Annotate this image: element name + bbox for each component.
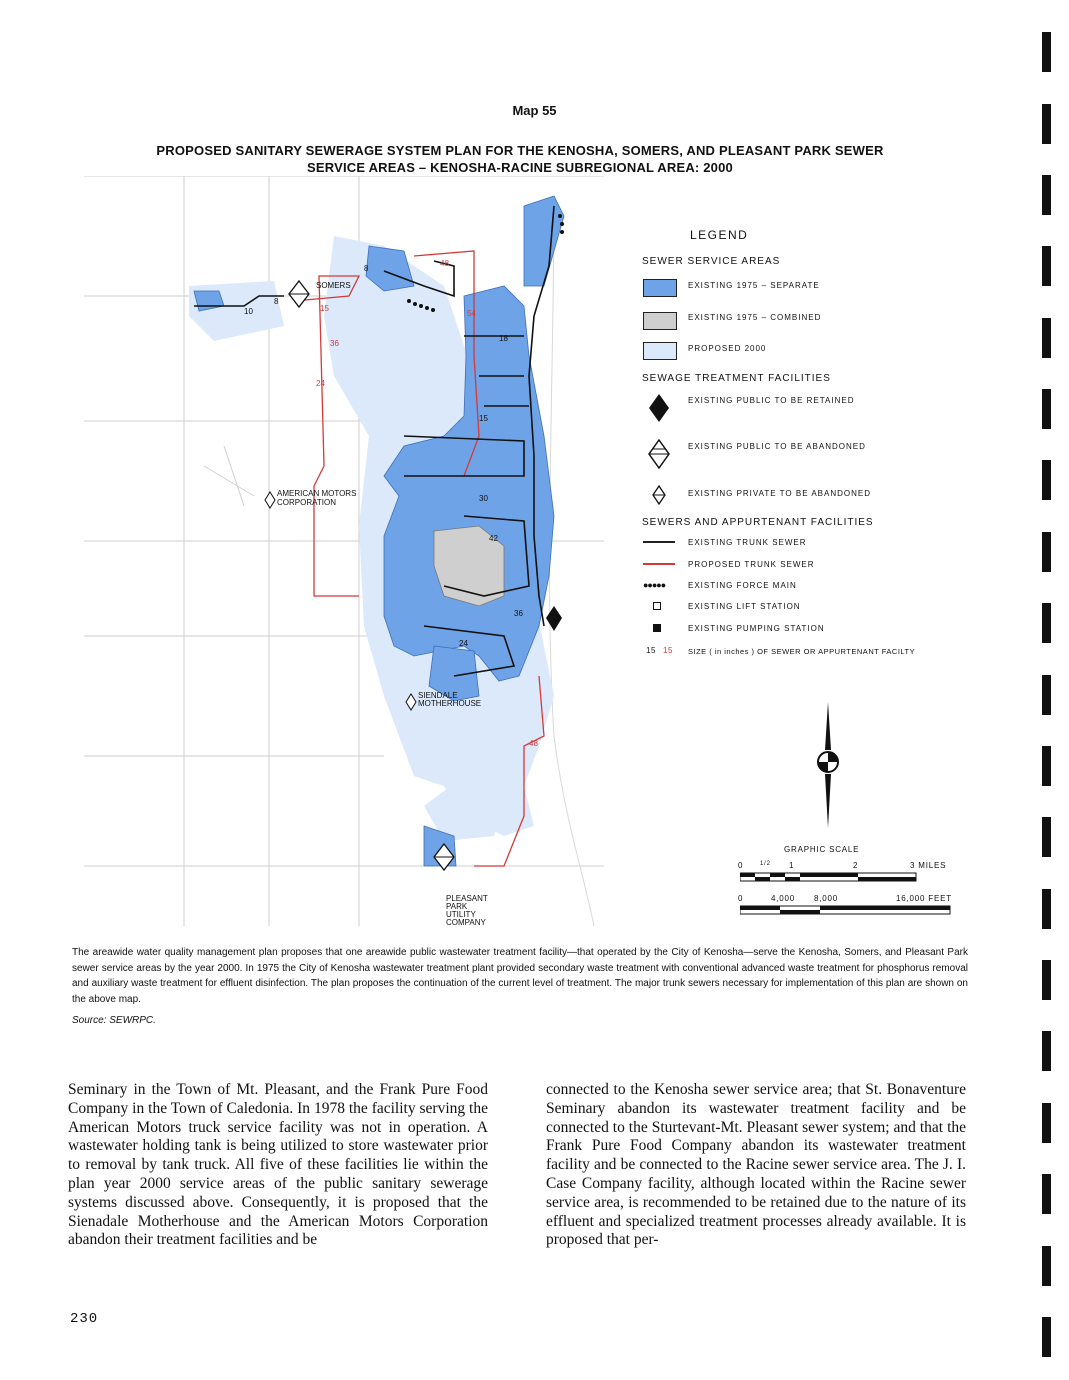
pleasant-park-label-4: COMPANY — [446, 918, 486, 926]
map-title-line2: SERVICE AREAS – KENOSHA-RACINE SUBREGIONAL AREA: 2000 — [307, 160, 733, 175]
scale-feet-0: 0 — [738, 894, 744, 903]
binder-mark — [1042, 1031, 1051, 1071]
binder-mark — [1042, 389, 1051, 429]
north-arrow-icon — [813, 702, 843, 830]
svg-text:48: 48 — [529, 739, 538, 748]
binder-mark — [1042, 1174, 1051, 1214]
abandon-private-diamond-icon — [651, 485, 667, 505]
binder-mark — [1042, 675, 1051, 715]
graphic-scale — [738, 845, 968, 920]
legend-section-treatment: SEWAGE TREATMENT FACILITIES — [642, 373, 831, 384]
map-source: Source: SEWRPC. — [72, 1015, 156, 1026]
scale-feet-4000: 4,000 — [771, 894, 796, 903]
somers-label: SOMERS — [316, 281, 351, 290]
legend-sewer-lift-station: EXISTING LIFT STATION — [688, 602, 801, 611]
sienadale-label: SIENDALE — [418, 691, 458, 700]
binder-mark — [1042, 603, 1051, 643]
swatch-proposed — [643, 342, 677, 360]
svg-text:42: 42 — [489, 534, 498, 543]
map-caption: The areawide water quality management plan proposes that one areawide public wastewater treatment facility—that operated by the City of Kenosha—serve the Kenosha, Somers, and Pleasant Park sewer service areas by the year 2000. In 1975 the City of Kenosha wastewater treatment plant provided secondary waste treatment with conventional advanced waste treatment for phosphorus removal and auxiliary waste treatment for effluent disinfection. The plan proposes the continuation of the current level of treatment. The major trunk sewers necessary for implementation of this plan are shown on the above map. — [72, 947, 968, 1005]
svg-text:30: 30 — [479, 494, 488, 503]
scale-feet-8000: 8,000 — [814, 894, 839, 903]
legend-sewer-pumping-station: EXISTING PUMPING STATION — [688, 624, 825, 633]
svg-text:36: 36 — [514, 609, 523, 618]
svg-text:24: 24 — [316, 379, 325, 388]
legend-area-proposed: PROPOSED 2000 — [688, 344, 767, 353]
american-motors-label-2: CORPORATION — [277, 498, 336, 507]
scale-title: GRAPHIC SCALE — [784, 845, 860, 854]
force-main-dots-icon: ●●●●● — [643, 580, 666, 590]
binder-mark — [1042, 960, 1051, 1000]
svg-text:15: 15 — [320, 304, 329, 313]
svg-text:15: 15 — [479, 414, 488, 423]
abandon-public-diamond-icon — [647, 438, 671, 470]
size-sample-red: 15 — [662, 646, 674, 655]
svg-text:48: 48 — [440, 259, 449, 268]
kenosha-retain-diamond — [546, 606, 562, 631]
swatch-existing-separate — [643, 279, 677, 297]
svg-text:54: 54 — [467, 309, 476, 318]
map-number: Map 55 — [512, 103, 557, 118]
feet-bar — [740, 905, 960, 917]
scale-feet-16000: 16,000 FEET — [896, 894, 952, 903]
binder-mark — [1042, 32, 1051, 72]
lift-station-icon — [653, 602, 661, 610]
legend-sewer-force-main: EXISTING FORCE MAIN — [688, 581, 797, 590]
legend-treatment-abandon-public: EXISTING PUBLIC TO BE ABANDONED — [688, 442, 866, 451]
pleasant-park-label-2: PARK — [446, 902, 468, 911]
page-number: 230 — [70, 1311, 99, 1327]
proposed-sewer-line-icon — [643, 563, 675, 565]
sewer-map — [84, 176, 604, 926]
sienadale-label-2: MOTHERHOUSE — [418, 699, 482, 708]
map-title-line1: PROPOSED SANITARY SEWERAGE SYSTEM PLAN FOR THE KENOSHA, SOMERS, AND PLEASANT PARK SEWER — [156, 143, 884, 158]
binder-mark — [1042, 1317, 1051, 1357]
trunk-sewer-line-icon — [643, 541, 675, 543]
legend-section-sewers: SEWERS AND APPURTENANT FACILITIES — [642, 517, 874, 528]
body-text-left: Seminary in the Town of Mt. Pleasant, and the Frank Pure Food Company in the Town of Caledonia. In 1978 the facility serving the American Motors truck service facility was not in operation. A wastewater holding tank is being utilized to store wastewater prior to removal by tank truck. All five of these facilities lie within the plan year 2000 service areas of the public sanitary sewerage systems discussed above. Consequently, it is proposed that the Sienadale Motherhouse and the American Motors Corporation abandon their treatment facilities and be — [68, 1081, 488, 1249]
american-motors-label: AMERICAN MOTORS — [277, 489, 357, 498]
svg-text:24: 24 — [459, 639, 468, 648]
binder-mark — [1042, 817, 1051, 857]
svg-text:8: 8 — [274, 297, 279, 306]
size-sample-black: 15 — [646, 646, 657, 655]
binder-mark — [1042, 246, 1051, 286]
binder-mark — [1042, 460, 1051, 500]
binder-mark — [1042, 889, 1051, 929]
pumping-station-icon — [653, 624, 661, 632]
legend-sewer-proposed-trunk: PROPOSED TRUNK SEWER — [688, 560, 815, 569]
legend-section-areas: SEWER SERVICE AREAS — [642, 256, 781, 267]
body-text-right: connected to the Kenosha sewer service area; that St. Bonaventure Seminary abandon its wastewater treatment facility and be connected to the Sturtevant-Mt. Pleasant sewer system; and that the Frank Pure Food Company abandon its wastewater treatment facility and be connected to the Racine sewer service area. The J. I. Case Company facility, although located within the Racine sewer service area, is recommended to be retained due to the nature of its effluent and specialized treatment processes already available. It is proposed that per- — [546, 1081, 966, 1249]
scale-mile-half: 1/2 — [760, 861, 771, 867]
svg-text:36: 36 — [330, 339, 339, 348]
map-title — [120, 142, 920, 176]
binder-mark — [1042, 175, 1051, 215]
scale-mile-1: 1 — [789, 861, 795, 870]
svg-text:8: 8 — [364, 264, 369, 273]
pleasant-park-label-3: UTILITY — [446, 910, 476, 919]
binder-mark — [1042, 1246, 1051, 1286]
size-sample — [646, 646, 673, 655]
binder-mark — [1042, 1103, 1051, 1143]
retain-diamond-icon — [647, 392, 671, 424]
scale-mile-2: 2 — [853, 861, 859, 870]
binder-mark — [1042, 318, 1051, 358]
legend-size-item: SIZE ( in inches ) OF SEWER OR APPURTENANT FACILTY — [688, 647, 916, 656]
miles-bar — [740, 872, 920, 884]
swatch-existing-combined — [643, 312, 677, 330]
pleasant-park-label: PLEASANT — [446, 894, 488, 903]
legend-title: LEGEND — [690, 228, 749, 242]
legend-treatment-retain: EXISTING PUBLIC TO BE RETAINED — [688, 396, 855, 405]
svg-text:10: 10 — [244, 307, 253, 316]
legend-treatment-abandon-private: EXISTING PRIVATE TO BE ABANDONED — [688, 489, 871, 498]
american-motors-diamond — [265, 492, 275, 508]
scale-mile-3: 3 MILES — [910, 861, 947, 870]
binder-mark — [1042, 532, 1051, 572]
scale-mile-0: 0 — [738, 861, 744, 870]
legend-area-combined: EXISTING 1975 – COMBINED — [688, 313, 822, 322]
svg-text:18: 18 — [499, 334, 508, 343]
legend-sewer-existing-trunk: EXISTING TRUNK SEWER — [688, 538, 807, 547]
binder-mark — [1042, 746, 1051, 786]
legend-area-separate: EXISTING 1975 – SEPARATE — [688, 281, 820, 290]
